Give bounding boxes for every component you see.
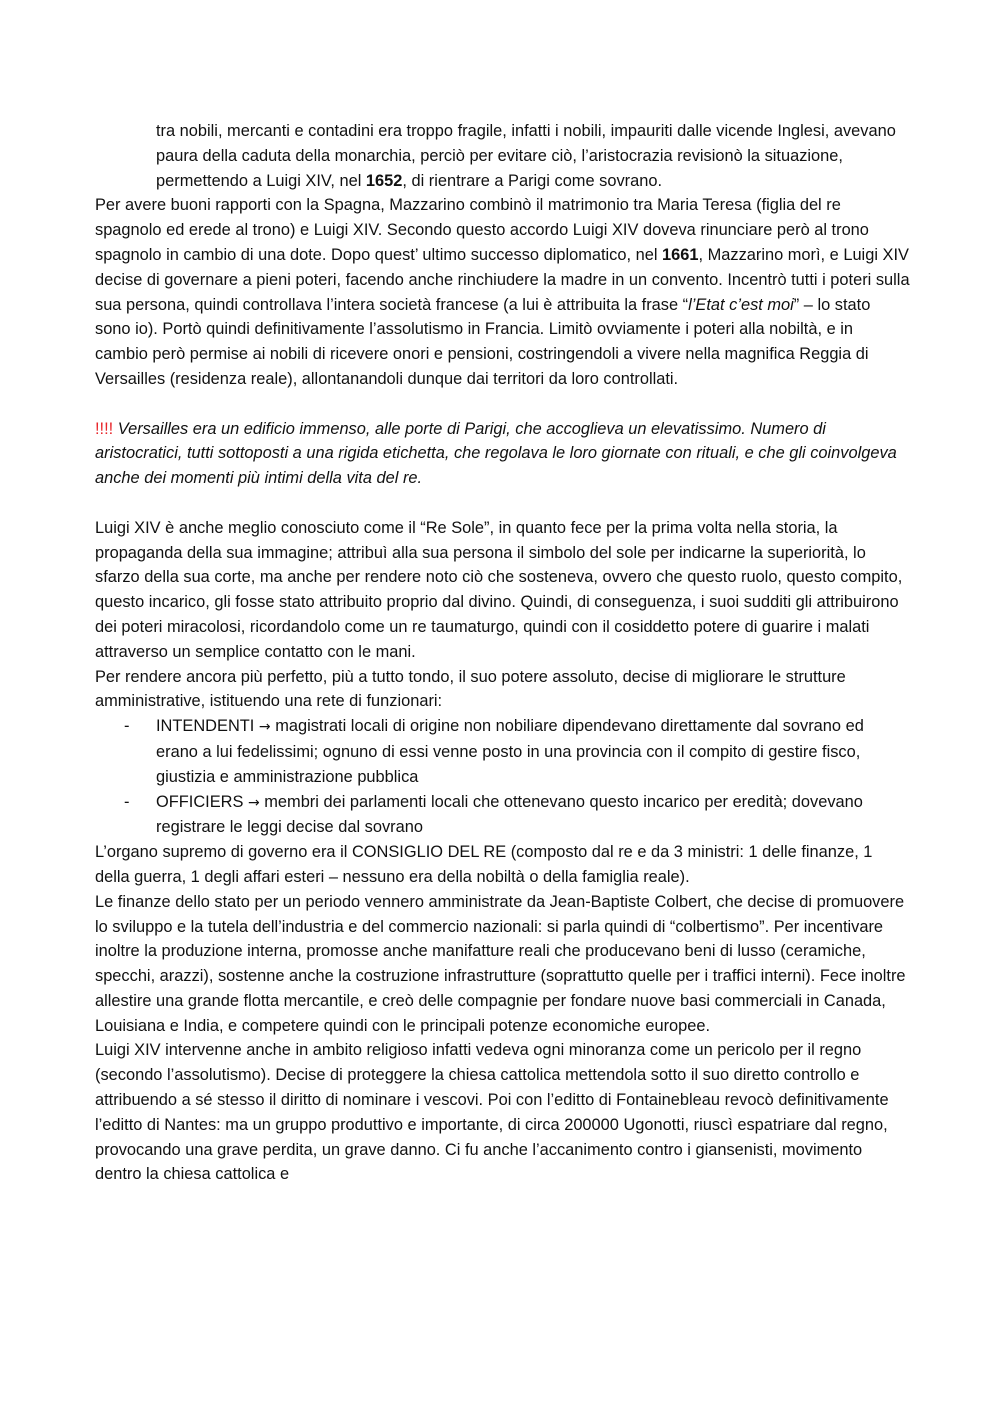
versailles-note-text: Versailles era un edificio immenso, alle porte di Parigi, che accoglieva un elevatissimo. Numero di aristocratici, tutti sottoposti a una rigida etichetta, che regolava le loro giornate con rituali, e che gli coinvolgeva anche dei momenti più intimi della vita del re.: [95, 419, 897, 488]
bullet-dash: -: [124, 792, 130, 811]
text-run: ” – lo stato sono io). Portò quindi definitivamente l’assolutismo in Francia. Limitò ovviamente i poteri alla nobiltà, e in cambio però permise ai nobili di ricevere onori e pensioni, costringendoli a vivere nella magnifica Reggia di Versailles (residenza reale), allontanandoli dunque dai territori da loro controllati.: [95, 295, 871, 388]
year-1652: 1652: [365, 171, 403, 190]
paragraph-re-sole: Luigi XIV è anche meglio conosciuto come il “Re Sole”, in quanto fece per la prima volta nella storia, la propaganda della sua immagine; attribuì alla sua persona il simbolo del sole per indicarne la superiorità, lo sfarzo della sua corte, ma anche per rendere noto ciò che sosteneva, ovvero che questo ruolo, questo compito, questo incarico, gli fosse stato attribuito proprio dal divino. Quindi, di conseguenza, i suoi sudditi gli attribuirono dei poteri miracolosi, ricordandolo come un re taumaturgo, quindi con il cosiddetto potere di guarire i malati attraverso un semplice contatto con le mani.: [95, 518, 903, 661]
right-arrow-icon: →: [258, 719, 271, 736]
bullet-officiers: [95, 790, 910, 841]
text-run: , Mazzarino morì, e Luigi XIV decise di governare a pieni poteri, facendo anche rinchiudere la madre in un convento. Incentrò tutti i poteri sulla sua persona, quindi controllava l’intera società francese (a lui è attribuita la frase “: [95, 245, 910, 314]
paragraph-religione: Luigi XIV intervenne anche in ambito religioso infatti vedeva ogni minoranza come un pericolo per il regno (secondo l’assolutismo). Decise di proteggere la chiesa cattolica mettendola sotto il suo diretto controllo e attribuendo a sé stesso il diritto di nominare i vescovi. Poi con l’editto di Fontainebleau revocò definitivamente l’editto di Nantes: ma un gruppo produttivo e importante, di circa 200000 Ugonotti, riuscì espatriare dal regno, provocando una grave perdita, un grave danno. Ci fu anche l’accanimento contro i giansenisti, movimento dentro la chiesa cattolica e: [95, 1041, 889, 1184]
bullet-dash: -: [124, 717, 130, 736]
blank-line: [95, 392, 910, 417]
paragraph-mazzarino: [95, 193, 910, 391]
paragraph-consiglio: L’organo supremo di governo era il CONSIGLIO DEL RE (composto dal re e da 3 ministri: 1 delle finanze, 1 della guerra, 1 degli affari esteri – nessuno era della nobiltà o della famiglia reale).: [95, 843, 873, 886]
bullet-text: magistrati locali di origine non nobiliare dipendevano direttamente dal sovrano ed erano a lui fedelissimi; ognuno di essi venne posto in una provincia con il compito di gestire fisco, giustizia e amministrazione pubblica: [156, 717, 864, 786]
document-page: [95, 119, 910, 1187]
right-arrow-icon: →: [247, 794, 260, 811]
text-run: , di rientrare a Parigi come sovrano.: [402, 171, 662, 190]
bullet-intendenti: [95, 714, 910, 789]
paragraph-colbert: Le finanze dello stato per un periodo vennero amministrate da Jean-Baptiste Colbert, che decise di promuovere lo sviluppo e la tutela dell’industria e del commercio nazionali: si parla quindi di “colbertismo”. Per incentivare inoltre la produzione interna, promosse anche manifatture reali che producevano beni di lusso (ceramiche, specchi, arazzi), sostenne anche la costruzione infrastrutture (soprattutto quelle per i traffici interni). Fece inoltre allestire una grande flotta mercantile, e creò delle compagnie per fondare nuove basi commerciali in Canada, Louisiana e India, e competere quindi con le principali potenze economiche europee.: [95, 892, 906, 1035]
paragraph-nobili-parigi: [95, 119, 910, 193]
year-1661: 1661: [662, 245, 699, 264]
bullet-term: OFFICIERS: [156, 792, 244, 811]
exclamation-marks: !!!!: [95, 419, 114, 438]
quote-etat: l’Etat c’est moi: [688, 295, 794, 314]
paragraph-versailles-note: [95, 417, 910, 491]
paragraph-strutture: Per rendere ancora più perfetto, più a tutto tondo, il suo potere assoluto, decise di migliorare le strutture amministrative, istituendo una rete di funzionari:: [95, 667, 846, 711]
blank-line: [95, 491, 910, 516]
text-run: tra nobili, mercanti e contadini era troppo fragile, infatti i nobili, impauriti dalle vicende Inglesi, avevano paura della caduta della monarchia, perciò per evitare ciò, l’aristocrazia revisionò la situazione, permettendo a Luigi XIV, nel: [156, 122, 896, 190]
bullet-term: INTENDENTI: [156, 717, 255, 736]
text-run: Per avere buoni rapporti con la Spagna, Mazzarino combinò il matrimonio tra Maria Teresa (figlia del re spagnolo ed erede al trono) e Luigi XIV. Secondo questo accordo Luigi XIV doveva rinunciare però al trono spagnolo in cambio di una dote. Dopo quest’ ultimo successo diplomatico, nel: [95, 196, 869, 264]
bullet-text: membri dei parlamenti locali che ottenevano questo incarico per eredità; dovevano registrare le leggi decise dal sovrano: [156, 792, 863, 837]
